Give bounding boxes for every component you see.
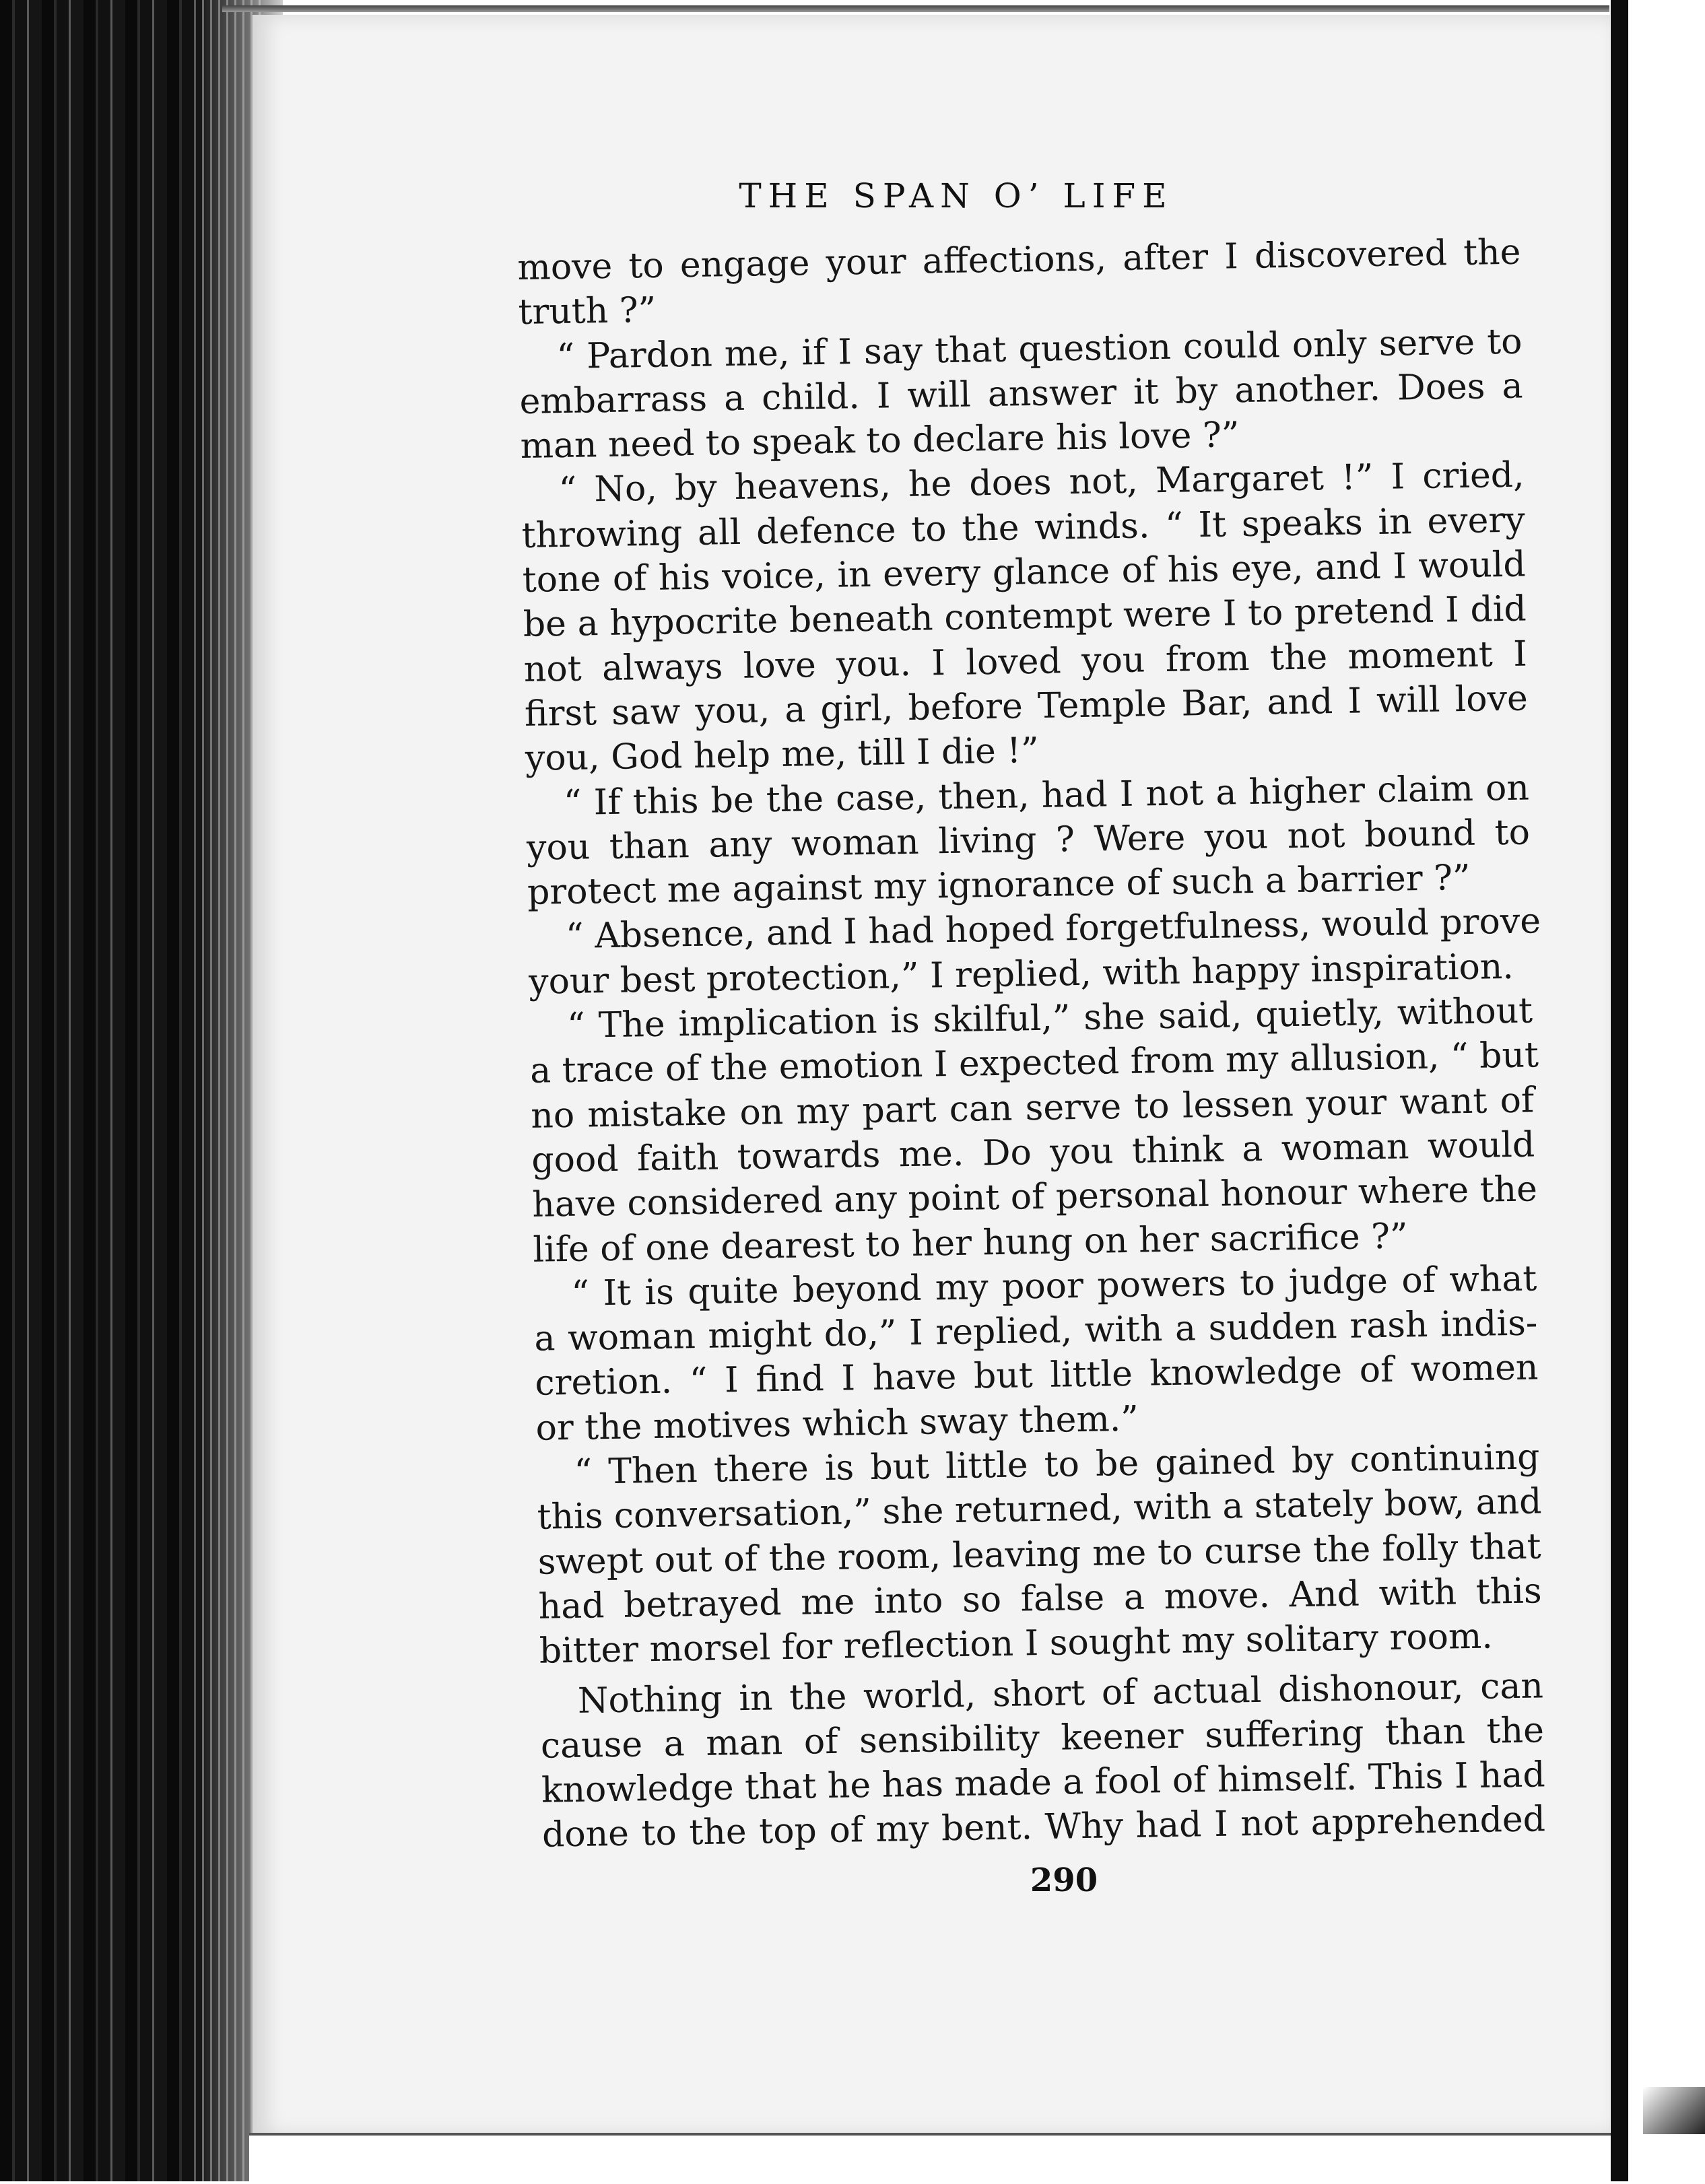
facing-page-corner xyxy=(1643,2087,1705,2134)
page-number: 290 xyxy=(1030,1862,1098,1899)
text-line: be a hypocrite beneath contempt were I to pretend I did xyxy=(523,588,1527,646)
text-line: “ Pardon me, if I say that question could only serve to xyxy=(556,321,1523,377)
facing-page xyxy=(1628,0,1705,2181)
text-line: a trace of the emotion I expected from my allusion, “ but xyxy=(529,1035,1539,1092)
text-line: this conversation,” she returned, with a stately bow, and xyxy=(537,1481,1542,1538)
text-line: good faith towards me. Do you think a woman would xyxy=(531,1124,1535,1181)
text-line: cause a man of sensibility keener suffering than the xyxy=(540,1710,1545,1767)
text-line: cretion. “ I find I have but little knowledge of women xyxy=(535,1347,1539,1404)
text-line: “ No, by heavens, he does not, Margaret !” I cried, xyxy=(558,455,1525,511)
text-line: your best protection,” I replied, with happy inspiration. xyxy=(528,946,1514,1002)
text-line: not always love you. I loved you from the moment I xyxy=(523,634,1528,690)
text-line: “ The implication is skilful,” she said, quietly, without xyxy=(566,990,1533,1047)
text-line: have considered any point of personal honour where the xyxy=(531,1169,1538,1226)
text-line: “ Absence, and I had hoped forgetfulness, would prove xyxy=(565,901,1541,957)
text-line: a woman might do,” I replied, with a sudden rash indis- xyxy=(534,1303,1538,1359)
text-line: tone of his voice, in every glance of his eye, and I would xyxy=(522,544,1527,601)
text-line: you than any woman living ? Were you not bound to xyxy=(526,812,1531,868)
text-line: move to engage your affections, after I discovered the xyxy=(517,232,1521,288)
top-page-edge xyxy=(222,5,1609,12)
text-line: done to the top of my bent. Why had I not apprehended xyxy=(541,1799,1546,1856)
text-line: you, God help me, till I die !” xyxy=(525,730,1040,780)
book-gutter xyxy=(1611,0,1628,2181)
text-line: embarrass a child. I will answer it by another. Does a xyxy=(519,366,1523,422)
text-line: protect me against my ignorance of such a barrier ?” xyxy=(527,858,1471,914)
text-line: swept out of the room, leaving me to curse the folly that xyxy=(537,1526,1542,1583)
text-line: truth ?” xyxy=(518,290,657,333)
text-line: had betrayed me into so false a move. And with this xyxy=(538,1571,1543,1627)
text-line: “ If this be the case, then, had I not a higher claim on xyxy=(563,767,1530,823)
text-line: first saw you, a girl, before Temple Bar, and I will love xyxy=(524,678,1529,735)
text-line: throwing all defence to the winds. “ It speaks in every xyxy=(521,500,1526,556)
text-line: Nothing in the world, short of actual dishonour, can xyxy=(577,1665,1544,1721)
text-line: knowledge that he has made a fool of himself. This I had xyxy=(541,1754,1546,1811)
running-head: THE SPAN O’ LIFE xyxy=(739,176,1174,215)
body-text xyxy=(517,230,1545,1858)
bottom-page-edge xyxy=(249,2133,1623,2184)
text-line: “ It is quite beyond my poor powers to judge of what xyxy=(570,1258,1537,1314)
text-line: no mistake on my part can serve to lessen your want of xyxy=(530,1080,1535,1136)
text-line: life of one dearest to her hung on her sacrifice ?” xyxy=(532,1215,1409,1270)
text-line: man need to speak to declare his love ?” xyxy=(520,415,1240,467)
text-line: or the motives which sway them.” xyxy=(535,1398,1139,1449)
text-line: “ Then there is but little to be gained by continuing xyxy=(574,1437,1540,1493)
text-line: bitter morsel for reflection I sought my solitary room. xyxy=(539,1616,1494,1672)
